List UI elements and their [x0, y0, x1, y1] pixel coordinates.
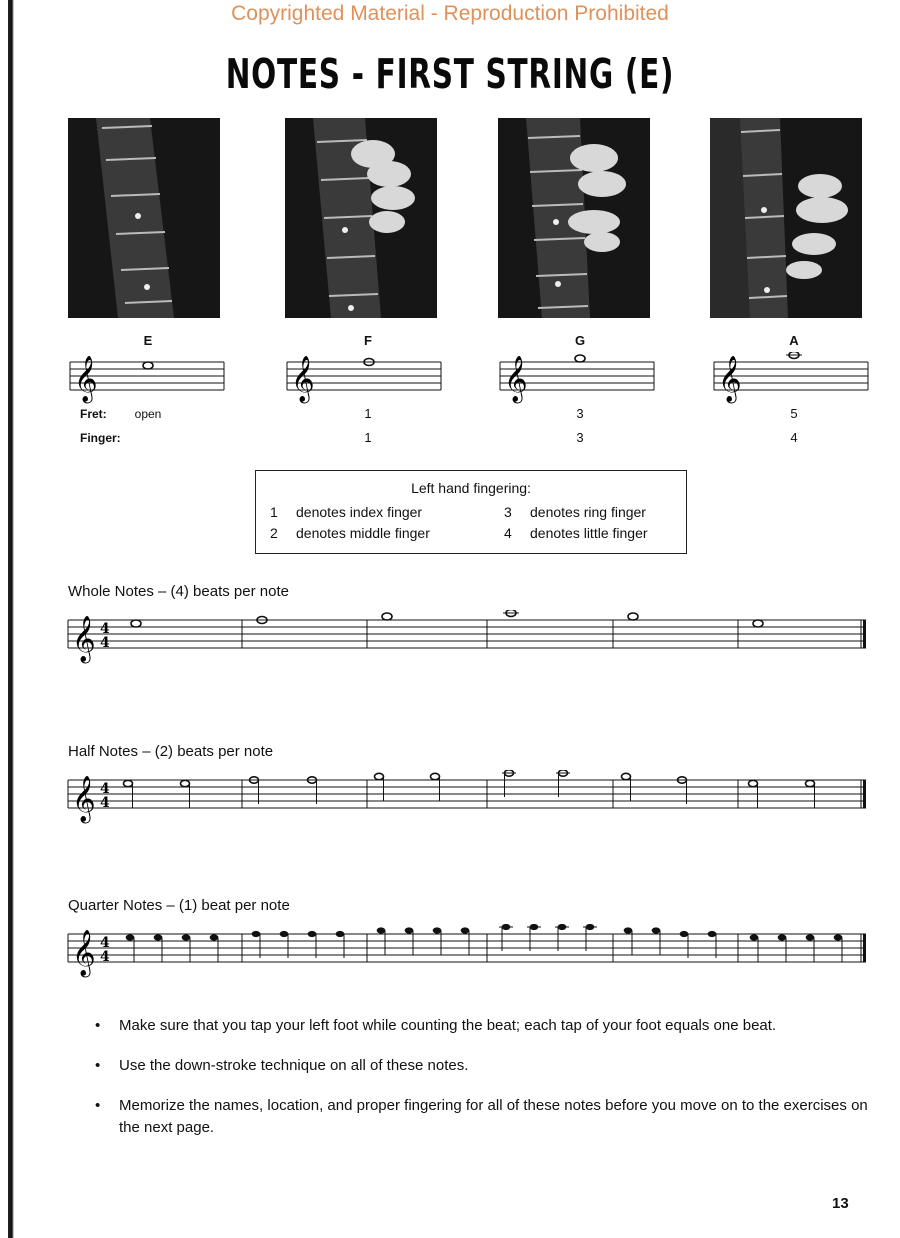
- page-title: NOTES - FIRST STRING (E): [225, 50, 675, 98]
- svg-text:4: 4: [100, 621, 110, 637]
- quarter-note: [377, 927, 386, 933]
- fingering-legend: [255, 470, 687, 554]
- whole-note: [131, 620, 141, 627]
- legend-item: 2 denotes middle finger: [270, 525, 430, 541]
- quarter-note: [308, 931, 317, 937]
- quarter-note: [280, 931, 289, 937]
- quarter-notes: [126, 924, 843, 962]
- instruction-list: [95, 1015, 870, 1157]
- svg-text:4: 4: [100, 781, 110, 797]
- watermark-text: Copyrighted Material - Reproduction Prohibited: [231, 2, 669, 25]
- note-name-a: A: [789, 333, 799, 348]
- quarter-note: [182, 934, 191, 940]
- note-name-f: F: [364, 333, 372, 348]
- whole-note: [753, 620, 763, 627]
- svg-text:𝄞: 𝄞: [504, 356, 528, 402]
- note-name-g: G: [574, 333, 586, 348]
- staff-note-g: [496, 352, 658, 412]
- page-number: 13: [832, 1195, 849, 1212]
- quarter-note: [405, 927, 414, 933]
- svg-text:𝄞: 𝄞: [74, 356, 98, 402]
- section-title-whole: Whole Notes – (4) beats per note: [68, 583, 289, 600]
- instruction-item: • Make sure that you tap your left foot while counting the beat; each tap of your foot equals one beat.: [95, 1017, 777, 1034]
- fret-value-e: open: [134, 407, 162, 421]
- svg-text:4: 4: [100, 635, 110, 651]
- note-name-e: E: [143, 333, 153, 348]
- svg-text:4: 4: [100, 935, 110, 951]
- finger-value-a: 4: [790, 430, 798, 445]
- instruction-item: • Use the down-stroke technique on all of these notes.: [95, 1057, 469, 1074]
- finger-value-g: 3: [576, 430, 584, 445]
- whole-note: [382, 613, 392, 620]
- legend-item: 4 denotes little finger: [504, 525, 648, 541]
- photo-f-fret1: [285, 118, 437, 318]
- staff-note-a: [710, 352, 872, 412]
- fret-value-a: 5: [790, 406, 798, 421]
- staff-whole-notes: [66, 610, 870, 674]
- quarter-note: [708, 931, 717, 937]
- quarter-note: [433, 927, 442, 933]
- finger-label: Finger:: [80, 431, 121, 445]
- finger-value-f: 1: [364, 430, 372, 445]
- fret-value-g: 3: [576, 406, 584, 421]
- staff-half-notes: [66, 770, 870, 834]
- instruction-item: • Memorize the names, location, and proper fingering for all of these notes before you move on to the exercises on the next page.: [95, 1097, 868, 1136]
- quarter-note: [680, 931, 689, 937]
- whole-note-e: [143, 362, 153, 369]
- photo-a-fret5: [710, 118, 862, 318]
- quarter-note: [558, 924, 567, 930]
- svg-text:4: 4: [100, 795, 110, 811]
- quarter-note: [530, 924, 539, 930]
- whole-note: [628, 613, 638, 620]
- svg-text:𝄞: 𝄞: [72, 930, 96, 976]
- quarter-note: [252, 931, 261, 937]
- legend-item: 3 denotes ring finger: [504, 504, 646, 520]
- quarter-note: [502, 924, 511, 930]
- page-binding: [0, 0, 16, 1238]
- svg-text:𝄞: 𝄞: [718, 356, 742, 402]
- staff-quarter-notes: [66, 924, 870, 988]
- svg-text:𝄞: 𝄞: [72, 776, 96, 822]
- staff-note-e: [66, 352, 228, 412]
- legend-item: 1 denotes index finger: [270, 504, 423, 520]
- legend-title: Left hand fingering:: [411, 480, 531, 496]
- quarter-note: [210, 934, 219, 940]
- section-title-quarter: Quarter Notes – (1) beat per note: [68, 897, 290, 914]
- half-notes: [124, 770, 815, 808]
- section-title-half: Half Notes – (2) beats per note: [68, 743, 274, 760]
- photo-g-fret3: [498, 118, 650, 318]
- svg-text:𝄞: 𝄞: [72, 616, 96, 662]
- quarter-note: [652, 927, 661, 933]
- fret-value-f: 1: [364, 406, 372, 421]
- quarter-note: [806, 934, 815, 940]
- quarter-note: [624, 927, 633, 933]
- quarter-note: [154, 934, 163, 940]
- quarter-note: [336, 931, 345, 937]
- photo-e-open: [68, 118, 220, 318]
- staff-note-f: [283, 352, 445, 412]
- quarter-note: [750, 934, 759, 940]
- svg-text:𝄞: 𝄞: [291, 356, 315, 402]
- fret-label: Fret:: [80, 407, 107, 421]
- quarter-note: [126, 934, 135, 940]
- quarter-note: [461, 927, 470, 933]
- quarter-note: [586, 924, 595, 930]
- quarter-note: [834, 934, 843, 940]
- quarter-note: [778, 934, 787, 940]
- svg-text:4: 4: [100, 949, 110, 965]
- whole-note-g: [575, 355, 585, 362]
